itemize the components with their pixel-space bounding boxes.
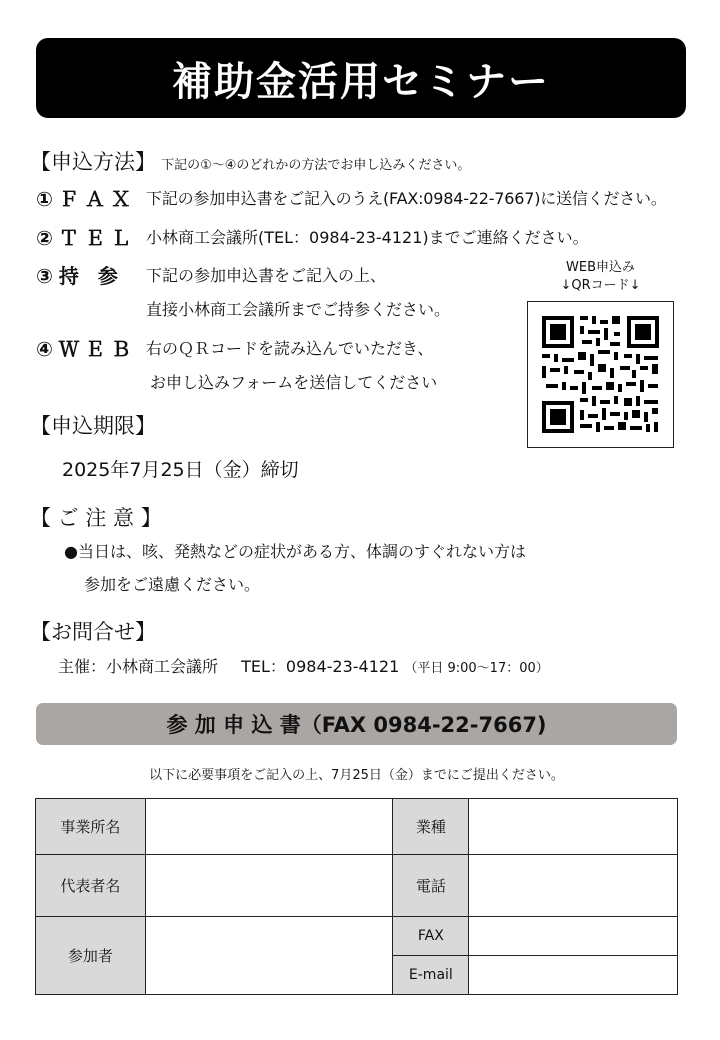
page-title: 補助金活用セミナー: [172, 58, 550, 105]
method-web-key: ④ＷＥＢ: [36, 337, 137, 361]
method-bring-text-1: 下記の参加申込書をご記入の上、: [146, 266, 387, 285]
deadline-heading: 【申込期限】: [30, 414, 156, 438]
method-web-text-2: お申し込みフォームを送信してください: [150, 373, 438, 392]
business-name-field[interactable]: [145, 799, 393, 855]
title-banner: [36, 38, 686, 118]
fax-field[interactable]: [469, 917, 678, 956]
method-web-text-1: 右のＱＲコードを読み込んでいただき、: [146, 339, 434, 358]
contact-row: [58, 654, 549, 677]
qr-code[interactable]: [527, 301, 674, 448]
label-industry: 業種: [393, 799, 469, 855]
email-field[interactable]: [469, 956, 678, 995]
method-bring-key: ③持 参: [36, 264, 124, 288]
representative-field[interactable]: [145, 855, 393, 917]
qr-code-icon: [528, 302, 673, 447]
application-form-instruction: 以下に必要事項をご記入の上、7月25日（金）までにご提出ください。: [149, 768, 564, 783]
label-representative: 代表者名: [36, 855, 146, 917]
method-tel-text: 小林商工会議所(TEL：0984-23-4121)までご連絡ください。: [146, 228, 589, 247]
industry-field[interactable]: [469, 799, 678, 855]
method-tel-key: ②ＴＥＬ: [36, 226, 137, 250]
application-form-header: 参 加 申 込 書（FAX 0984-22-7667): [36, 703, 677, 745]
table-row: [36, 917, 678, 956]
label-participants: 参加者: [36, 917, 146, 995]
apply-method-note: 下記の①～④のどれかの方法でお申し込みください。: [161, 158, 471, 173]
qr-caption-line2: ↓QRコード↓: [560, 278, 641, 293]
table-row: [36, 855, 678, 917]
phone-field[interactable]: [469, 855, 678, 917]
label-business-name: 事業所名: [36, 799, 146, 855]
contact-organizer: 主催：小林商工会議所: [58, 657, 219, 676]
method-fax-key: ①ＦＡＸ: [36, 187, 137, 211]
label-fax: FAX: [393, 917, 469, 956]
contact-hours: （平日 9:00～17：00）: [404, 661, 549, 676]
qr-caption-line1: WEB申込み: [566, 260, 635, 275]
caution-heading: 【 ご 注 意 】: [30, 506, 162, 530]
label-phone: 電話: [393, 855, 469, 917]
apply-method-heading-row: [30, 146, 470, 176]
table-row: [36, 799, 678, 855]
caution-line-1: ●当日は、咳、発熱などの症状がある方、体調のすぐれない方は: [64, 542, 526, 561]
label-email: E-mail: [393, 956, 469, 995]
method-fax-text: 下記の参加申込書をご記入のうえ(FAX:0984-22-7667)に送信ください。: [146, 189, 667, 208]
caution-line-2: 参加をご遠慮ください。: [84, 575, 261, 594]
application-form-table: [35, 798, 678, 995]
participants-field[interactable]: [145, 917, 393, 995]
apply-method-heading: 【申込方法】: [30, 150, 156, 174]
contact-tel: TEL：0984-23-4121: [241, 657, 400, 676]
contact-heading: 【お問合せ】: [30, 620, 156, 644]
deadline-value: 2025年7月25日（金）締切: [62, 459, 299, 481]
qr-caption: [527, 259, 674, 295]
method-bring-text-2: 直接小林商工会議所までご持参ください。: [146, 300, 451, 319]
